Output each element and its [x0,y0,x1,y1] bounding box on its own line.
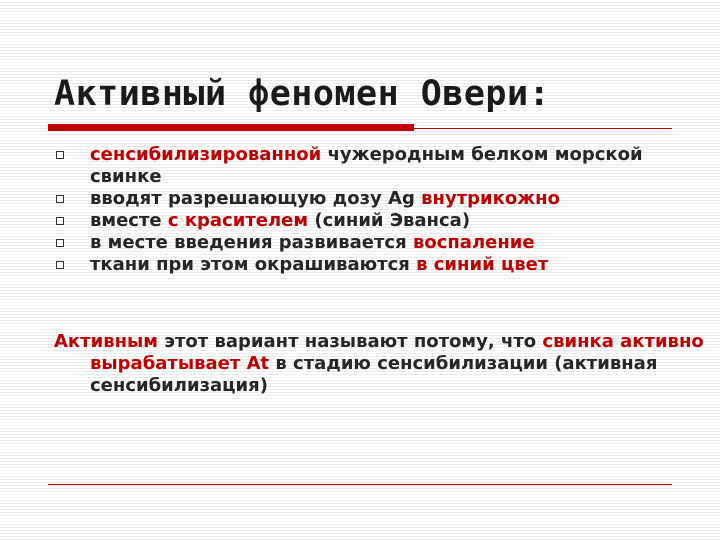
bullet-text: вводят разрешающую дозу Ag [90,188,422,209]
bullet-item [54,210,674,232]
bullet-highlight: с красителем [167,210,309,231]
square-bullet-icon [56,195,64,203]
bullet-text: вместе [90,210,168,231]
bullet-item [54,188,674,210]
bottom-rule [48,484,672,485]
bullet-item [54,144,674,188]
bullet-highlight: воспаление [412,232,535,253]
bullet-highlight: сенсибилизированной [90,144,322,165]
paragraph-highlight: свинка активно вырабатывает At [90,331,704,374]
paragraph-highlight: Активным [54,331,159,352]
bullet-text: чужеродным белком морской свинке [90,144,643,187]
explanation-paragraph [54,331,710,397]
bullet-list [54,144,674,276]
bullet-text: (синий Эванса) [308,210,471,231]
square-bullet-icon [56,217,64,225]
bullet-text: в месте введения развивается [90,232,413,253]
bullet-item [54,254,674,276]
bullet-item [54,232,674,254]
slide-title: Активный феномен Овери: [54,74,551,114]
bullet-highlight: в синий цвет [416,254,549,275]
accent-bar [48,124,414,131]
square-bullet-icon [56,151,64,159]
paragraph-text: в стадию сенсибилизации (активная сенсибилизация) [90,353,658,396]
bullet-highlight: внутрикожно [421,188,560,209]
bullet-text: ткани при этом окрашиваются [90,254,417,275]
paragraph-text: этот вариант называют потому, что [158,331,543,352]
square-bullet-icon [56,239,64,247]
square-bullet-icon [56,261,64,269]
